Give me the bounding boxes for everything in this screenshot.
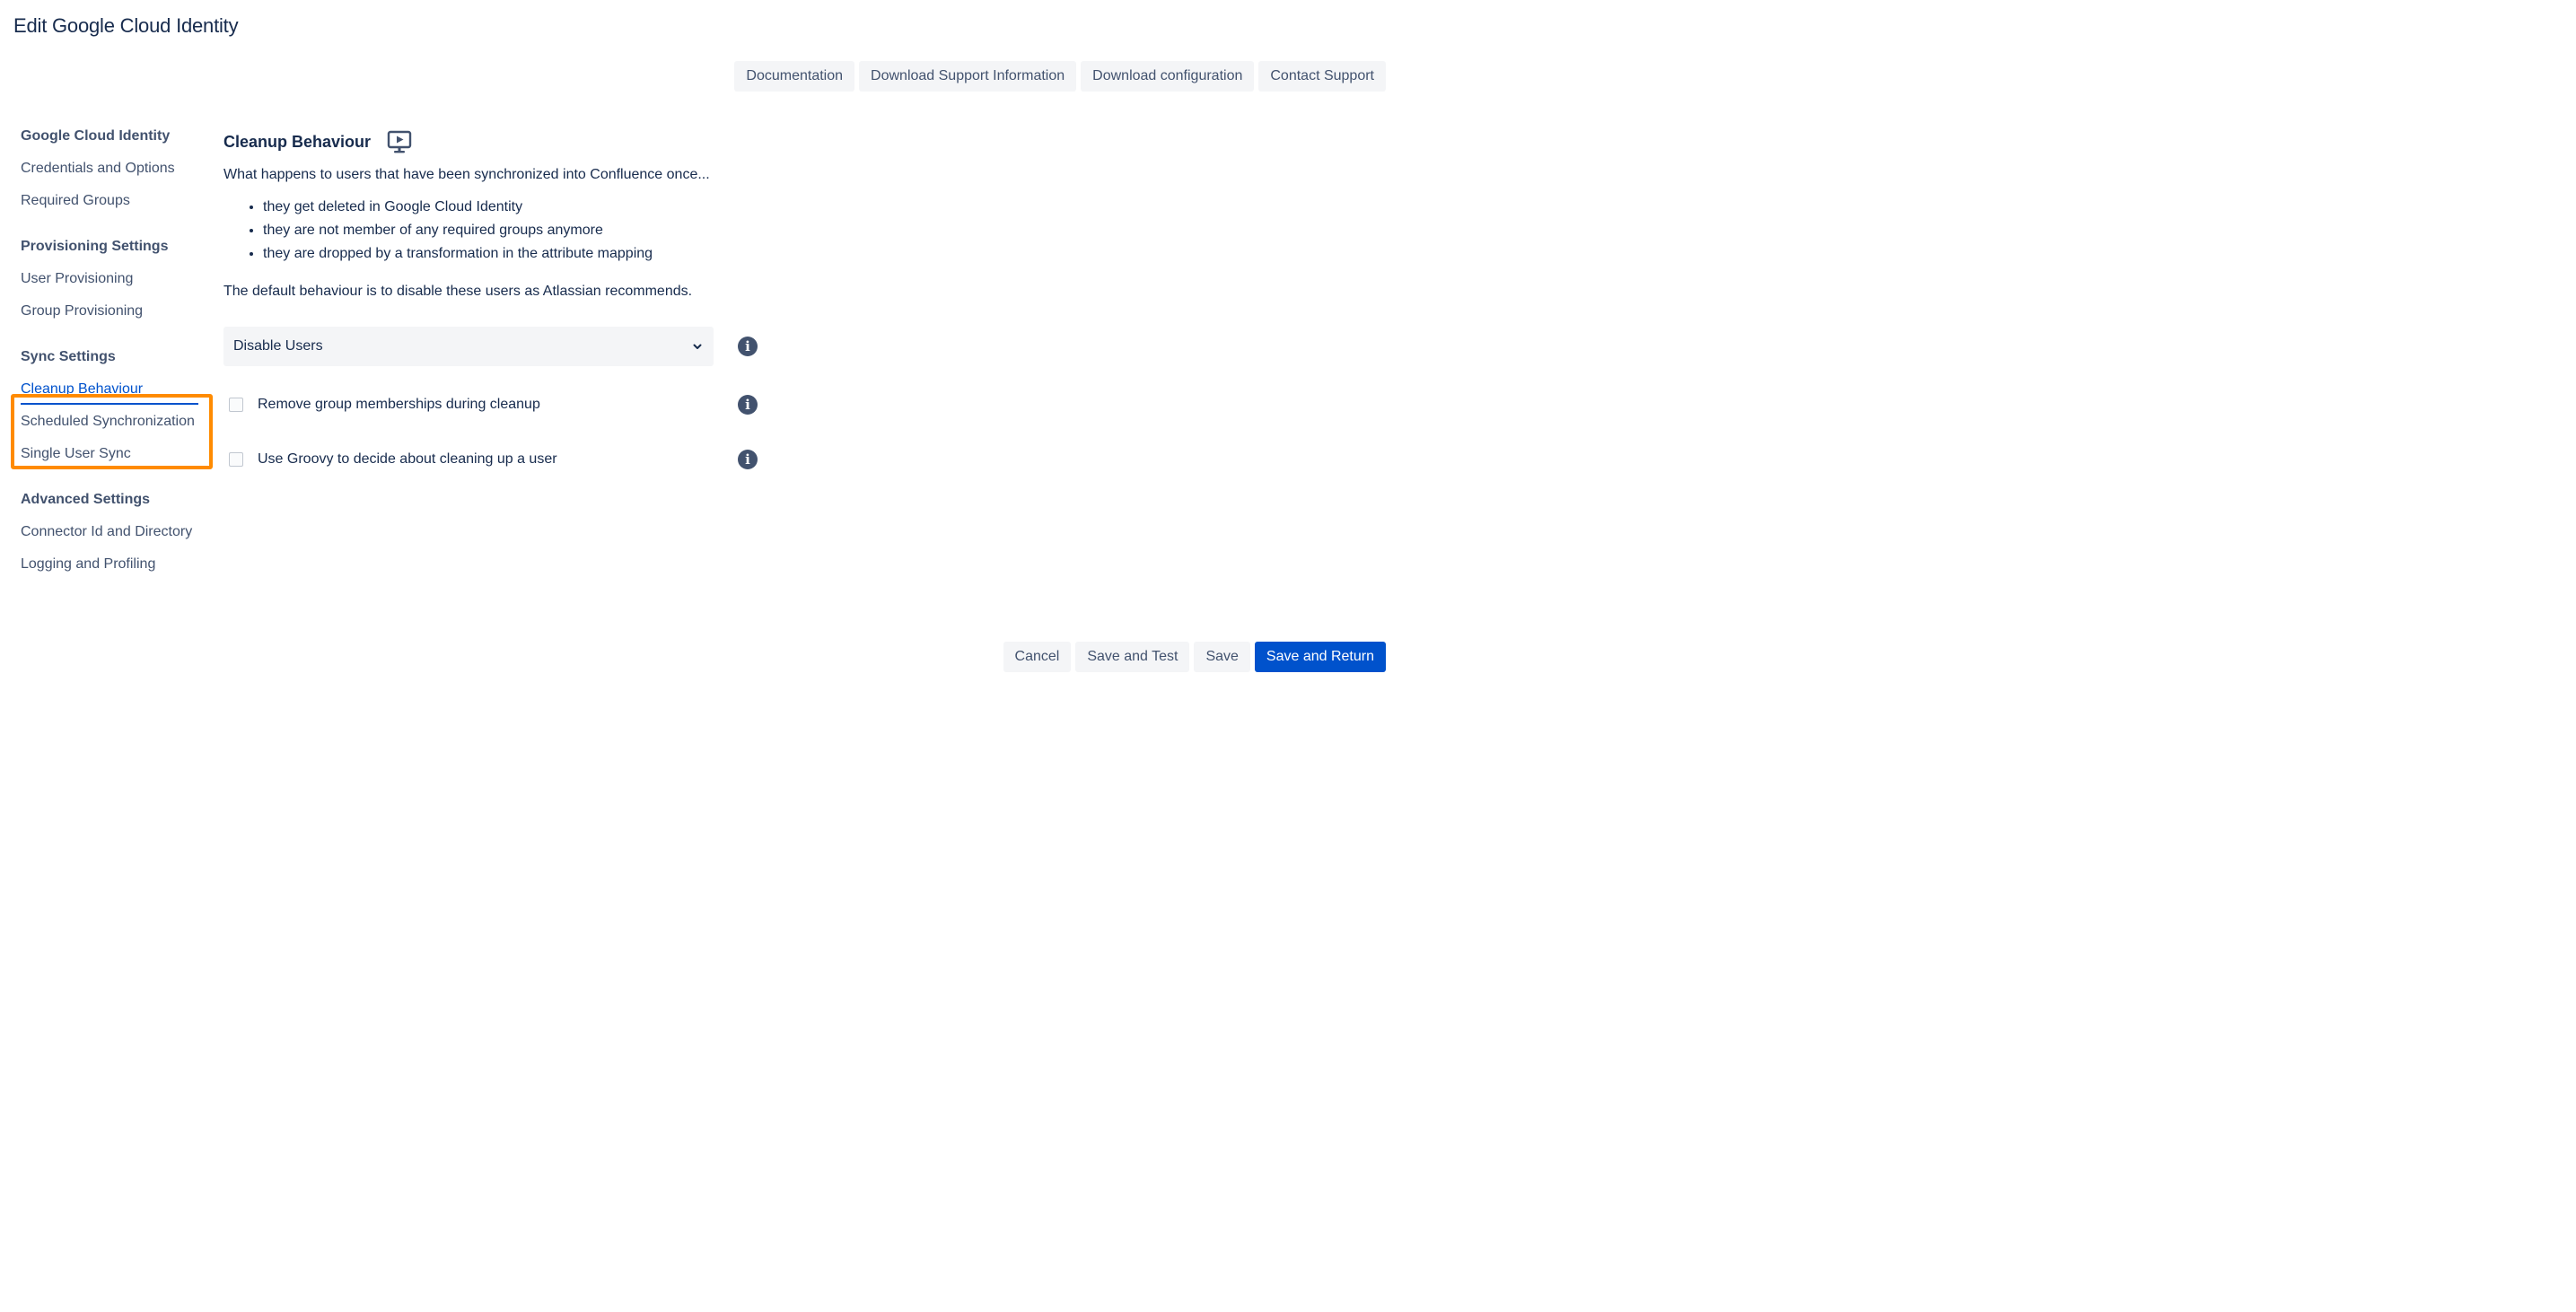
checkbox-label: Use Groovy to decide about cleaning up a user [258,451,557,467]
list-item: • they are dropped by a transformation in the attribute mapping [263,242,780,266]
cleanup-action-row [223,327,762,366]
section-header [223,126,780,158]
video-play-icon[interactable] [387,129,412,154]
download-support-information-button[interactable]: Download Support Information [859,61,1076,92]
sidebar-section-title: Advanced Settings [21,492,151,507]
sidebar-group-google-cloud-identity [21,126,209,212]
sidebar-item-connector-id-and-directory[interactable]: Connector Id and Directory [21,524,193,539]
sidebar-item-required-groups[interactable]: Required Groups [21,193,130,208]
info-icon[interactable]: i [738,450,758,469]
cleanup-action-select[interactable] [223,327,714,366]
sidebar-item-cleanup-behaviour[interactable]: Cleanup Behaviour [21,379,209,400]
section-title: Cleanup Behaviour [223,132,372,151]
remove-group-memberships-checkbox[interactable] [229,398,243,412]
contact-support-button[interactable]: Contact Support [1258,61,1386,92]
use-groovy-row [223,449,762,470]
checkbox-label: Remove group memberships during cleanup [258,397,540,412]
sidebar-section-title: Google Cloud Identity [21,128,171,144]
list-item: • they get deleted in Google Cloud Identity [263,196,780,219]
sidebar-item-user-provisioning[interactable]: User Provisioning [21,271,134,286]
select-value: Disable Users [233,338,323,354]
cancel-button[interactable]: Cancel [1003,642,1072,672]
sidebar-section-title: Sync Settings [21,349,116,364]
sidebar-item-logging-and-profiling[interactable]: Logging and Profiling [21,556,156,572]
sidebar-item-group-provisioning[interactable]: Group Provisioning [21,303,144,319]
top-actions-bar [734,61,1386,92]
intro-text: What happens to users that have been synchronized into Confluence once... [223,167,710,182]
info-icon[interactable]: i [738,337,758,356]
save-button[interactable]: Save [1194,642,1249,672]
sidebar-section-title: Provisioning Settings [21,239,169,254]
cleanup-conditions-list [223,196,780,266]
chevron-down-icon [691,340,704,353]
sidebar-group-provisioning-settings [21,236,209,322]
remove-group-memberships-row [223,394,762,415]
sidebar-nav [21,126,209,599]
default-behaviour-note: The default behaviour is to disable these users as Atlassian recommends. [223,284,693,299]
main-content [223,126,780,468]
save-and-test-button[interactable]: Save and Test [1075,642,1189,672]
info-icon[interactable]: i [738,395,758,415]
bottom-actions-bar [1003,642,1386,672]
sidebar-group-advanced-settings [21,489,209,575]
download-configuration-button[interactable]: Download configuration [1081,61,1254,92]
list-item: • they are not member of any required groups anymore [263,219,780,242]
documentation-button[interactable]: Documentation [734,61,854,92]
sidebar-item-credentials-and-options[interactable]: Credentials and Options [21,161,175,176]
page-title: Edit Google Cloud Identity [13,14,239,37]
save-and-return-button[interactable]: Save and Return [1255,642,1386,672]
sidebar-group-sync-settings [21,346,209,465]
sidebar-item-scheduled-synchronization[interactable]: Scheduled Synchronization [21,414,195,429]
use-groovy-checkbox[interactable] [229,452,243,467]
sidebar-item-single-user-sync[interactable]: Single User Sync [21,446,131,461]
